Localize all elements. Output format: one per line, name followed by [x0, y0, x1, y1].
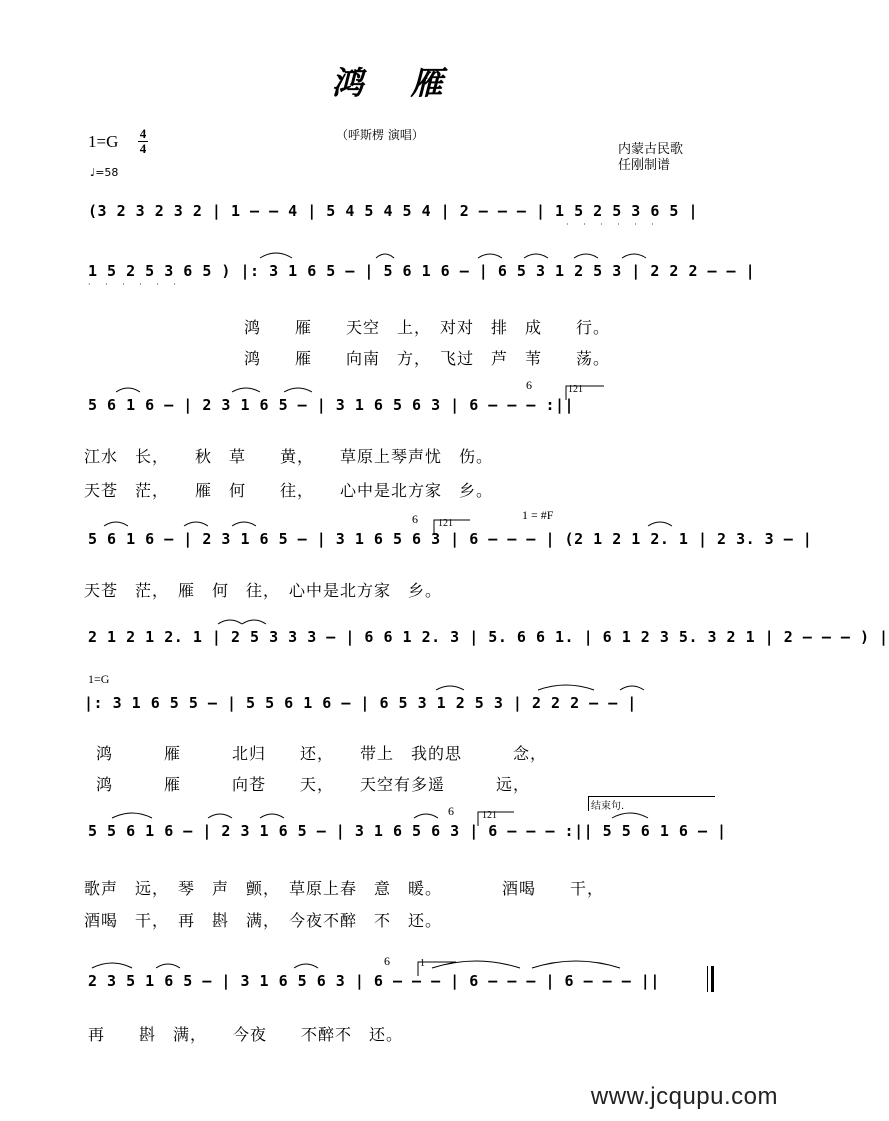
time-signature-bottom: 4 [139, 141, 147, 156]
slur [436, 686, 464, 690]
slur [524, 254, 548, 258]
slur [414, 814, 438, 818]
slur [112, 813, 152, 818]
volta-1: 1 [420, 958, 425, 969]
volta-121-c: 121 [482, 810, 497, 821]
lyric-line-9: 酒喝 干， 再 斟 满， 今夜不醉 不 还。 [84, 911, 443, 930]
slur [574, 254, 598, 258]
slur [478, 254, 502, 258]
slur [294, 964, 318, 968]
site-watermark: www.jcqupu.com [590, 1083, 778, 1110]
volta-bracket [434, 520, 470, 534]
credit-origin: 内蒙古民歌 [618, 142, 684, 157]
lyric-line-4: 天苍 茫， 雁 何 往， 心中是北方家 乡。 [84, 481, 494, 500]
slur [376, 254, 394, 258]
notation-line-4: 5 6 1 6 – | 2 3 1 6 5 – | 3 1 6 5 6 3 | 6 – – – | (2 1 2 1 2. 1 | 2 3. 3 – | [88, 530, 813, 548]
notation-line-6: |: 3 1 6 5 5 – | 5 5 6 1 6 – | 6 5 3 1 2 5 3 | 2 2 2 – – | [84, 694, 637, 712]
ending-label: 结束句. [591, 801, 625, 812]
notation-line-5: 2 1 2 1 2. 1 | 2 5 3 3 3 – | 6 6 1 2. 3 | 5. 6 6 1. | 6 1 2 3 5. 3 2 1 | 2 – – – ) | [88, 628, 889, 646]
slur [92, 963, 132, 968]
key-signature: 1=G [88, 132, 119, 151]
slur [648, 522, 672, 526]
octave-dots-2: · · · · · · [88, 280, 182, 289]
final-barline-thin [707, 966, 708, 992]
volta-121-a: 121 [568, 384, 583, 395]
volta-bracket [418, 962, 456, 976]
notation-line-3: 5 6 1 6 – | 2 3 1 6 5 – | 3 1 6 5 6 3 | 6 – – – :|| [88, 396, 575, 414]
slur [242, 620, 266, 624]
slur [208, 814, 232, 818]
key-change-g: 1=G [88, 672, 110, 686]
slur [156, 964, 180, 968]
slur [260, 814, 284, 818]
lyric-line-6: 鸿 雁 北归 还， 带上 我的思 念， [96, 744, 548, 763]
lyric-line-5: 天苍 茫， 雁 何 往， 心中是北方家 乡。 [84, 581, 443, 600]
volta-bracket [566, 386, 604, 400]
credit-transcriber: 任刚制谱 [618, 158, 671, 173]
slur [116, 388, 140, 392]
final-barline-thick [711, 966, 714, 992]
fermata-mark-3: 6 [448, 804, 454, 818]
notation-line-8: 2 3 5 1 6 5 – | 3 1 6 5 6 3 | 6 – – – | 6 – – – | 6 – – – || [88, 972, 660, 990]
slur [218, 620, 242, 624]
slur [284, 388, 312, 392]
volta-121-b: 121 [438, 518, 453, 529]
lyric-line-8: 歌声 远， 琴 声 颤， 草原上春 意 暖。 酒喝 干， [84, 879, 605, 898]
fermata-mark-1: 6 [526, 378, 532, 392]
fermata-mark-4: 6 [384, 954, 390, 968]
notation-line-2: 1 5 2 5 3 6 5 ) |: 3 1 6 5 – | 5 6 1 6 – | 6 5 3 1 2 5 3 | 2 2 2 – – | [88, 262, 756, 280]
lyric-line-2: 鸿 雁 向南 方， 飞过 芦 苇 荡。 [244, 349, 611, 368]
slur [532, 961, 620, 968]
notation-line-1: (3 2 3 2 3 2 | 1 – – 4 | 5 4 5 4 5 4 | 2 – – – | 1 5 2 5 3 6 5 | [88, 202, 698, 220]
fermata-mark-2: 6 [412, 512, 418, 526]
slur [622, 254, 646, 258]
key-change-f: 1 = #F [522, 508, 554, 522]
slur [538, 685, 594, 690]
slur [184, 522, 208, 526]
slur [232, 388, 260, 392]
notation-line-7: 5 5 6 1 6 – | 2 3 1 6 5 – | 3 1 6 5 6 3 | 6 – – – :|| 5 5 6 1 6 – | [88, 822, 727, 840]
slur [612, 813, 648, 818]
lyric-line-7: 鸿 雁 向苍 天， 天空有多遥 远， [96, 775, 531, 794]
volta-bracket [478, 812, 514, 826]
performer: （呼斯楞 演唱） [336, 128, 424, 142]
song-title: 鸿 雁 [331, 64, 461, 102]
lyric-line-1: 鸿 雁 天空 上， 对对 排 成 行。 [244, 318, 611, 337]
slur [620, 686, 644, 690]
slur [232, 522, 256, 526]
octave-dots-1: · · · · · · [566, 220, 660, 229]
tempo-mark: ♩=58 [90, 166, 119, 179]
slur [260, 253, 292, 258]
slur [104, 522, 128, 526]
lyric-line-10: 再 斟 满， 今夜 不醉不 还。 [88, 1025, 404, 1044]
lyric-line-3: 江水 长， 秋 草 黄， 草原上琴声忧 伤。 [84, 447, 494, 466]
time-signature-top: 4 [139, 126, 147, 141]
